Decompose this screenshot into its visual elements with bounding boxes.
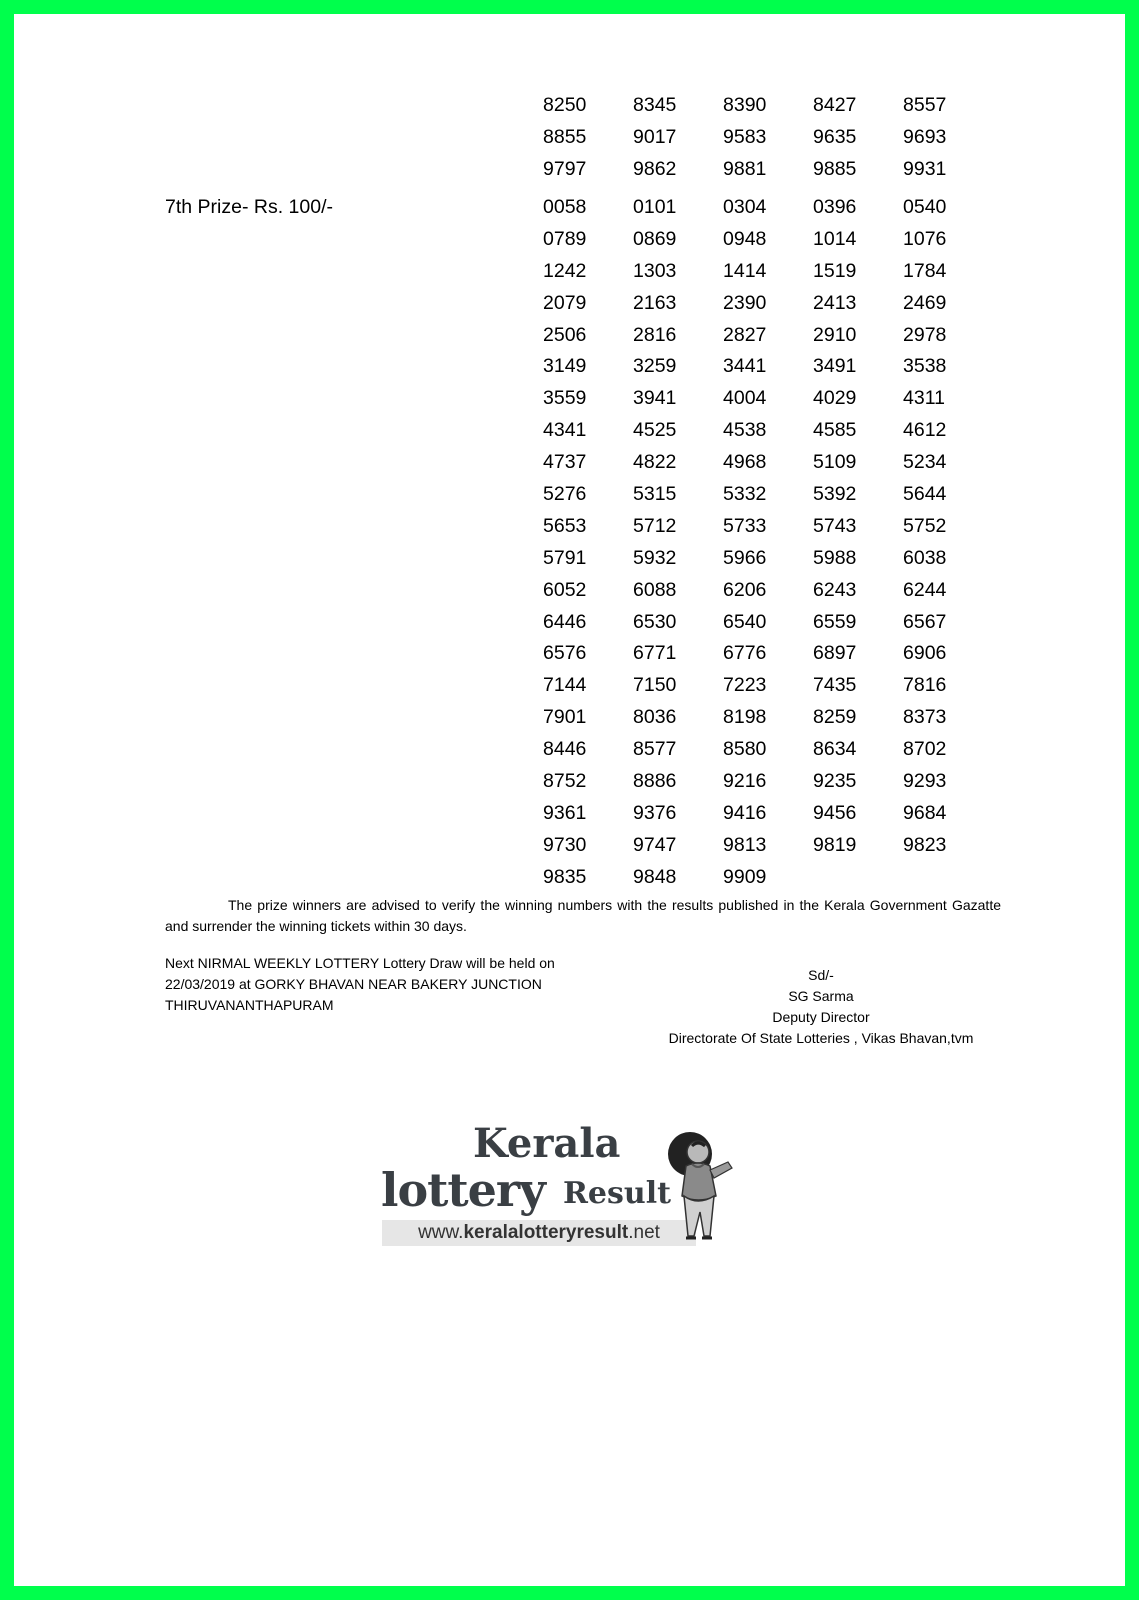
ticket-number: 4612 — [903, 419, 947, 442]
ticket-number: 6052 — [543, 578, 587, 601]
ticket-number: 4029 — [813, 387, 857, 410]
ticket-number: 5712 — [633, 514, 677, 537]
ticket-number: 2469 — [903, 291, 947, 314]
signatory-title: Deputy Director — [772, 1009, 870, 1025]
ticket-number: 8702 — [903, 738, 947, 761]
ticket-number: 9797 — [543, 157, 587, 180]
ticket-number: 6771 — [633, 642, 677, 665]
ticket-number: 2827 — [723, 323, 767, 346]
number-row — [543, 798, 993, 830]
ticket-number: 7435 — [813, 674, 857, 697]
ticket-number: 5932 — [633, 546, 677, 569]
ticket-number: 0101 — [633, 196, 677, 218]
ticket-number: 9376 — [633, 801, 677, 824]
ticket-number: 4737 — [543, 451, 587, 474]
ticket-number: 8557 — [903, 94, 947, 116]
ticket-number: 2079 — [543, 291, 587, 314]
mascot-figure-icon — [664, 1126, 738, 1246]
ticket-number: 7816 — [903, 674, 947, 697]
ticket-number: 9684 — [903, 801, 947, 824]
ticket-number: 9819 — [813, 833, 857, 856]
ticket-number: 1784 — [903, 259, 947, 282]
ticket-number: 2163 — [633, 291, 677, 314]
ticket-number: 5752 — [903, 514, 947, 537]
ticket-number: 6567 — [903, 610, 947, 633]
number-row — [543, 447, 993, 479]
ticket-number: 3441 — [723, 355, 767, 378]
ticket-number: 9862 — [633, 157, 677, 180]
signatory-office: Directorate Of State Lotteries , Vikas Bhavan,tvm — [668, 1030, 974, 1046]
ticket-number: 5644 — [903, 483, 947, 506]
ticket-number: 4822 — [633, 451, 677, 474]
next-draw-info — [165, 953, 605, 1016]
ticket-number: 2910 — [813, 323, 857, 346]
logo-url-prefix: www. — [418, 1222, 464, 1243]
ticket-number: 8390 — [723, 94, 767, 116]
ticket-number: 0058 — [543, 196, 587, 218]
ticket-number: 7144 — [543, 674, 587, 697]
ticket-number: 9583 — [723, 125, 767, 148]
number-row — [543, 670, 993, 702]
ticket-number: 4311 — [903, 387, 945, 410]
ticket-number: 3559 — [543, 387, 587, 410]
logo-lottery-text: lottery — [381, 1163, 545, 1217]
ticket-number: 8855 — [543, 125, 587, 148]
ticket-number: 3538 — [903, 355, 947, 378]
ticket-number: 8886 — [633, 770, 677, 793]
ticket-number: 6776 — [723, 642, 767, 665]
ticket-number: 9931 — [903, 157, 947, 180]
number-row — [543, 543, 993, 575]
ticket-number: 9747 — [633, 833, 677, 856]
next-draw-line: THIRUVANANTHAPURAM — [165, 997, 334, 1013]
ticket-number: 9813 — [723, 833, 767, 856]
ticket-number: 1303 — [633, 259, 677, 282]
number-row — [543, 511, 993, 543]
number-row — [543, 830, 993, 862]
ticket-number: 8752 — [543, 770, 587, 793]
number-row — [543, 256, 993, 288]
ticket-number: 8036 — [633, 706, 677, 729]
number-row — [543, 766, 993, 798]
ticket-number: 4538 — [723, 419, 767, 442]
ticket-number: 5234 — [903, 451, 947, 474]
ticket-number: 5988 — [813, 546, 857, 569]
ticket-number: 4585 — [813, 419, 857, 442]
ticket-number: 9693 — [903, 125, 947, 148]
ticket-number: 8250 — [543, 94, 587, 116]
ticket-number: 1242 — [543, 259, 587, 282]
ticket-number: 7901 — [543, 706, 587, 729]
ticket-number: 1076 — [903, 227, 947, 250]
ticket-number: 4525 — [633, 419, 677, 442]
ticket-number: 9235 — [813, 770, 857, 793]
ticket-number: 8198 — [723, 706, 767, 729]
ticket-number: 8577 — [633, 738, 677, 761]
continued-prize-numbers — [543, 90, 993, 186]
ticket-number: 1014 — [813, 227, 857, 250]
ticket-number: 1519 — [813, 259, 857, 282]
ticket-number: 9848 — [633, 865, 677, 888]
number-row — [543, 288, 993, 320]
ticket-number: 8634 — [813, 738, 857, 761]
next-draw-line: 22/03/2019 at GORKY BHAVAN NEAR BAKERY JUNCTION — [165, 976, 542, 992]
logo-kerala-text: Kerala — [473, 1120, 621, 1167]
number-row — [543, 734, 993, 766]
number-row — [543, 351, 993, 383]
number-row — [543, 702, 993, 734]
number-row — [543, 122, 993, 154]
ticket-number: 5315 — [633, 483, 677, 506]
next-draw-line: Next NIRMAL WEEKLY LOTTERY Lottery Draw will be held on — [165, 955, 555, 971]
ticket-number: 0789 — [543, 227, 587, 250]
ticket-number: 2816 — [633, 323, 677, 346]
ticket-number: 5276 — [543, 483, 587, 506]
signatory-name: SG Sarma — [788, 988, 854, 1004]
logo-url-bold: keralalotteryresult — [463, 1222, 629, 1243]
ticket-number: 8446 — [543, 738, 587, 761]
ticket-number: 6244 — [903, 578, 947, 601]
ticket-number: 5653 — [543, 514, 587, 537]
number-row — [543, 862, 993, 894]
ticket-number: 9635 — [813, 125, 857, 148]
ticket-number: 5966 — [723, 546, 767, 569]
ticket-number: 3259 — [633, 355, 677, 378]
ticket-number: 6038 — [903, 546, 947, 569]
ticket-number: 4968 — [723, 451, 767, 474]
number-row — [543, 607, 993, 639]
ticket-number: 6206 — [723, 578, 767, 601]
ticket-number: 7150 — [633, 674, 677, 697]
ticket-number: 4341 — [543, 419, 587, 442]
ticket-number: 6906 — [903, 642, 947, 665]
ticket-number: 0396 — [813, 196, 857, 218]
ticket-number: 8427 — [813, 94, 857, 116]
ticket-number: 3491 — [813, 355, 857, 378]
ticket-number: 9885 — [813, 157, 857, 180]
seventh-prize-label: 7th Prize- Rs. 100/- — [165, 196, 333, 218]
ticket-number: 6576 — [543, 642, 587, 665]
ticket-number: 5791 — [543, 546, 587, 569]
ticket-number: 0869 — [633, 227, 677, 250]
ticket-number: 6540 — [723, 610, 767, 633]
ticket-number: 2978 — [903, 323, 947, 346]
ticket-number: 2413 — [813, 291, 857, 314]
ticket-number: 6446 — [543, 610, 587, 633]
ticket-number: 1414 — [723, 259, 767, 282]
ticket-number: 2390 — [723, 291, 767, 314]
ticket-number: 0948 — [723, 227, 767, 250]
ticket-number: 8259 — [813, 706, 857, 729]
ticket-number: 6243 — [813, 578, 857, 601]
ticket-number: 6530 — [633, 610, 677, 633]
number-row — [543, 90, 993, 122]
ticket-number: 9293 — [903, 770, 947, 793]
ticket-number: 5109 — [813, 451, 857, 474]
ticket-number: 6088 — [633, 578, 677, 601]
logo-url — [382, 1220, 696, 1246]
number-row — [543, 154, 993, 186]
number-row — [543, 638, 993, 670]
signature-sd: Sd/- — [808, 967, 834, 983]
ticket-number: 5743 — [813, 514, 857, 537]
number-row — [543, 479, 993, 511]
ticket-number: 7223 — [723, 674, 767, 697]
logo-url-suffix: .net — [628, 1222, 660, 1243]
ticket-number: 9017 — [633, 125, 677, 148]
ticket-number: 9881 — [723, 157, 767, 180]
ticket-number: 9361 — [543, 801, 587, 824]
logo-result-text: Result — [563, 1176, 671, 1211]
number-row — [543, 575, 993, 607]
ticket-number: 8580 — [723, 738, 767, 761]
winners-notice: The prize winners are advised to verify the winning numbers with the results published in the Kerala Government Gazatte and surrender the winning tickets within 30 days. — [165, 897, 1001, 934]
number-row — [543, 224, 993, 256]
ticket-number: 5392 — [813, 483, 857, 506]
ticket-number: 4004 — [723, 387, 767, 410]
seventh-prize-numbers — [543, 192, 993, 894]
ticket-number: 2506 — [543, 323, 587, 346]
ticket-number: 0304 — [723, 196, 767, 218]
ticket-number: 5733 — [723, 514, 767, 537]
ticket-number: 8345 — [633, 94, 677, 116]
number-row — [543, 320, 993, 352]
ticket-number: 9416 — [723, 801, 767, 824]
kerala-lottery-result-logo — [378, 1122, 738, 1247]
ticket-number: 0540 — [903, 196, 947, 218]
number-row — [543, 415, 993, 447]
number-row — [543, 192, 993, 224]
ticket-number: 3941 — [633, 387, 677, 410]
ticket-number: 9730 — [543, 833, 587, 856]
ticket-number: 9823 — [903, 833, 947, 856]
ticket-number: 8373 — [903, 706, 947, 729]
ticket-number: 5332 — [723, 483, 767, 506]
ticket-number: 9835 — [543, 865, 587, 888]
ticket-number: 6897 — [813, 642, 857, 665]
signature-block — [634, 965, 1008, 1049]
ticket-number: 9216 — [723, 770, 767, 793]
ticket-number: 9456 — [813, 801, 857, 824]
ticket-number: 6559 — [813, 610, 857, 633]
number-row — [543, 383, 993, 415]
ticket-number: 9909 — [723, 865, 767, 888]
ticket-number: 3149 — [543, 355, 587, 378]
